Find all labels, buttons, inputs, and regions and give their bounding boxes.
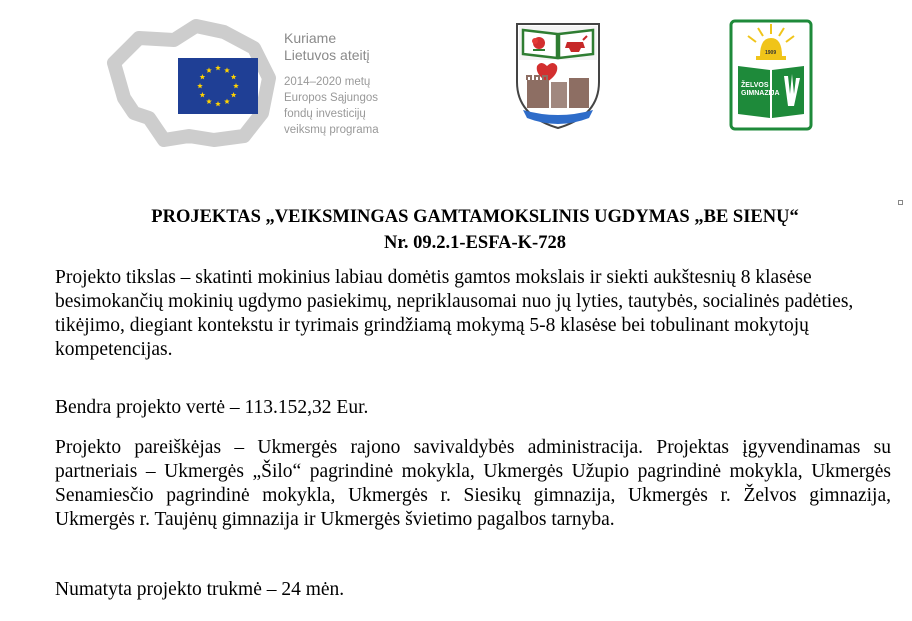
project-duration-paragraph: Numatyta projekto trukmė – 24 mėn. [55,579,345,600]
project-goal-paragraph: Projekto tikslas – skatinti mokinius labiau domėtis gamtos mokslais ir siekti aukštesnių 8 klasėse besimokančių mokinių ugdymo pasiekimų, nepriklausomai nuo jų lyties, tautybės, socialinės padėties, tikėjimo, diegiant kontekstu ir tyrimais grindžiamą mokymą 5-8 klasėse bei tobulinant mokytojų kompetencijas. [55,267,854,360]
ukmerge-coat-of-arms-icon [513,20,603,132]
project-title-line1: PROJEKTAS „VEIKSMINGAS GAMTAMOKSLINIS UGDYMAS „BE SIENŲ“ [151,207,799,227]
esfa-sub-line: fondų investicijų [284,108,366,120]
lithuania-map-eu-flag-icon [104,18,284,148]
school-name-line2: GIMNAZIJA [741,90,780,97]
esfa-sub-line: Europos Sąjungos [284,92,378,104]
esfa-sub-line: 2014–2020 metų [284,76,371,88]
school-logo [728,18,814,132]
esfa-title-line2: Lietuvos ateitį [284,47,370,63]
zelvos-gimnazija-emblem-icon [728,18,814,132]
esfa-sub-line: veiksmų programa [284,124,379,136]
project-value-paragraph: Bendra projekto vertė – 113.152,32 Eur. [55,397,369,418]
school-name-line1: ŽELVOS [741,82,769,89]
coat-of-arms-logo [513,20,603,132]
project-applicant-paragraph: Projekto pareiškėjas – Ukmergės rajono savivaldybės administracija. Projektas įgyvendinamas su partneriais – Ukmergės „Šilo“ pagrindinė mokykla, Ukmergės Užupio pagrindinė mokykla, Ukmergės Senamiesčio pagrindinė mokykla, Ukmergės r. Siesikų gimnazija, Ukmergės r. Želvos gimnazija, Ukmergės r. Taujėnų gimnazija ir Ukmergės švietimo pagalbos tarnyba. [55,437,891,530]
school-year: 1909 [765,50,777,56]
anchor-marker-icon [898,200,903,205]
project-title [40,204,910,256]
esfa-logo [104,18,404,148]
project-number: Nr. 09.2.1-ESFA-K-728 [384,233,566,253]
esfa-title-line1: Kuriame [284,30,337,46]
esfa-text-block [284,30,414,138]
